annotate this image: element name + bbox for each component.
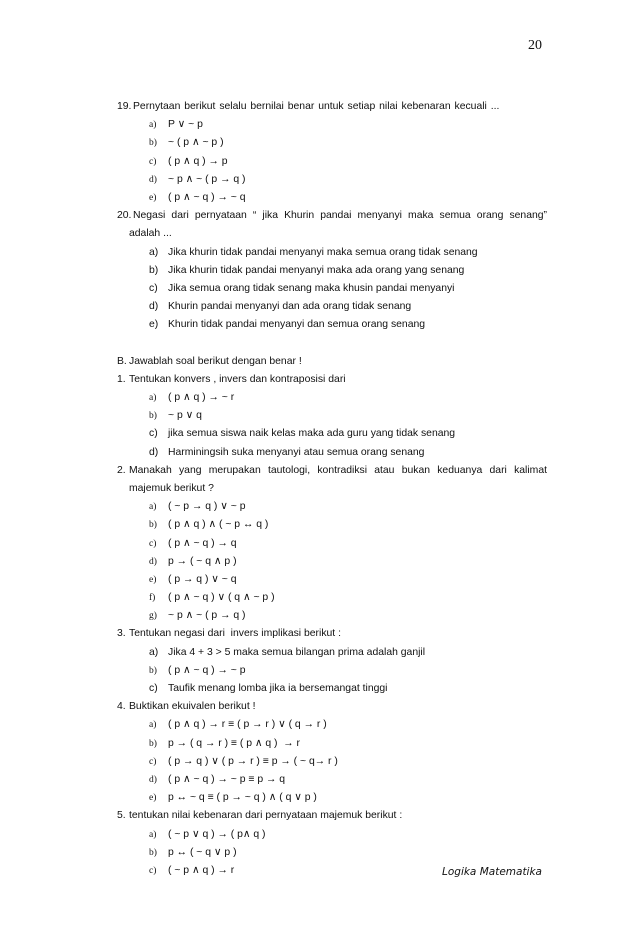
option-letter: b) xyxy=(149,264,159,276)
option-text: ( p ∧ ~ q ) ∨ ( q ∧ ~ p ) xyxy=(168,592,275,604)
option-19e xyxy=(117,189,547,207)
option-text: Jika 4 + 3 > 5 maka semua bilangan prima adalah ganjil xyxy=(168,646,426,658)
option-b2f xyxy=(117,589,547,607)
option-letter: a) xyxy=(149,120,157,131)
option-text: ( p ∧ q ) ∧ ( ~ p ↔ q ) xyxy=(168,519,269,531)
question-b4 xyxy=(117,698,547,716)
option-19b xyxy=(117,134,547,152)
option-text: ~ p ∧ ~ ( p → q ) xyxy=(168,173,246,185)
option-text: ( p ∧ q ) → r ≡ ( p → r ) ∨ ( q → r ) xyxy=(168,719,327,731)
question-b2 xyxy=(117,462,547,480)
option-text: ~ p ∧ ~ ( p → q ) xyxy=(168,610,246,622)
question-19 xyxy=(117,98,547,116)
option-text: ( p ∧ ~ q ) → ~ q xyxy=(168,191,246,203)
section-letter: B. xyxy=(117,355,127,367)
option-letter: c) xyxy=(149,538,157,549)
option-text: ( ~ p ∧ q ) → r xyxy=(168,864,235,876)
option-19a xyxy=(117,116,547,134)
option-b5b xyxy=(117,844,547,862)
question-text-line-2: majemuk berikut ? xyxy=(129,482,214,494)
option-b1d xyxy=(117,444,547,462)
option-b3c xyxy=(117,680,547,698)
option-b2g xyxy=(117,607,547,625)
option-letter: e) xyxy=(149,319,159,331)
option-letter: a) xyxy=(149,720,157,731)
option-text: ( ~ p → q ) ∨ ~ p xyxy=(168,501,246,513)
option-b2c xyxy=(117,535,547,553)
option-letter: e) xyxy=(149,793,157,804)
option-b4b xyxy=(117,735,547,753)
option-letter: b) xyxy=(149,138,157,149)
question-text-line-1: Negasi dari pernyataan “ jika Khurin pandai menyanyi maka semua orang senang” xyxy=(133,210,547,222)
section-b-heading xyxy=(117,353,547,371)
option-letter: c) xyxy=(149,282,158,294)
option-letter: b) xyxy=(149,738,157,749)
option-letter: d) xyxy=(149,446,159,458)
option-b2b xyxy=(117,516,547,534)
question-text: tentukan nilai kebenaran dari pernyataan majemuk berikut : xyxy=(129,810,403,822)
option-text: p → ( ~ q ∧ p ) xyxy=(168,555,237,567)
option-letter: g) xyxy=(149,611,157,622)
option-text: ( p ∧ ~ q ) → ~ p xyxy=(168,664,246,676)
question-20-continuation xyxy=(117,225,547,243)
option-b1b xyxy=(117,407,547,425)
option-b1c xyxy=(117,425,547,443)
option-19c xyxy=(117,153,547,171)
option-letter: c) xyxy=(149,865,157,876)
document-body xyxy=(117,98,547,880)
option-b2e xyxy=(117,571,547,589)
option-text: ( p ∧ ~ q ) → q xyxy=(168,537,237,549)
option-20e xyxy=(117,316,547,334)
option-letter: a) xyxy=(149,393,157,403)
question-number: 19. xyxy=(117,101,132,112)
option-letter: c) xyxy=(149,156,157,167)
option-b3b xyxy=(117,662,547,680)
option-20b xyxy=(117,262,547,280)
option-text: jika semua siswa naik kelas maka ada guru yang tidak senang xyxy=(168,428,456,440)
option-letter: c) xyxy=(149,428,158,440)
option-b1a xyxy=(117,389,547,407)
question-b2-continuation xyxy=(117,480,547,498)
option-text: P ∨ ~ p xyxy=(168,119,203,131)
question-text: Tentukan negasi dari invers implikasi berikut : xyxy=(129,628,341,640)
question-number: 1. xyxy=(117,373,126,385)
option-letter: b) xyxy=(149,847,157,858)
option-b5a xyxy=(117,826,547,844)
option-b2d xyxy=(117,553,547,571)
option-b3a xyxy=(117,644,547,662)
option-letter: b) xyxy=(149,411,157,422)
page-number: 20 xyxy=(528,38,542,53)
option-19d xyxy=(117,171,547,189)
option-letter: e) xyxy=(149,574,157,585)
question-text: Buktikan ekuivalen berikut ! xyxy=(129,701,256,713)
option-letter: a) xyxy=(149,829,157,840)
option-b4a xyxy=(117,716,547,734)
option-text: Jika khurin tidak pandai menyanyi maka semua orang tidak senang xyxy=(168,246,478,258)
option-letter: d) xyxy=(149,556,157,567)
option-text: ( p ∧ q ) → p xyxy=(168,155,228,167)
option-letter: b) xyxy=(149,665,157,676)
spacer xyxy=(117,334,547,352)
option-letter: b) xyxy=(149,520,157,531)
question-number: 4. xyxy=(117,701,126,713)
section-title: Jawablah soal berikut dengan benar ! xyxy=(129,355,302,367)
option-text: ( p ∧ q ) → ~ r xyxy=(168,392,235,403)
option-20a xyxy=(117,244,547,262)
footer-title: Logika Matematika xyxy=(442,866,542,878)
option-text: Taufik menang lomba jika ia bersemangat tinggi xyxy=(168,683,388,694)
question-b3 xyxy=(117,625,547,643)
option-20d xyxy=(117,298,547,316)
question-text: Pernytaan berikut selalu bernilai benar untuk setiap nilai kebenaran kecuali ... xyxy=(133,101,500,112)
option-text: Jika semua orang tidak senang maka khusin pandai menyanyi xyxy=(168,282,455,294)
option-text: ~ p ∨ q xyxy=(168,410,202,422)
option-letter: a) xyxy=(149,502,157,513)
question-b1 xyxy=(117,371,547,389)
option-text: p ↔ ~ q ≡ ( p → ~ q ) ∧ ( q ∨ p ) xyxy=(168,792,317,804)
option-text: Khurin tidak pandai menyanyi dan semua orang senang xyxy=(168,319,426,331)
option-text: Khurin pandai menyanyi dan ada orang tidak senang xyxy=(168,301,412,313)
question-number: 5. xyxy=(117,810,126,822)
question-number: 20. xyxy=(117,210,132,222)
question-20 xyxy=(117,207,547,225)
option-letter: c) xyxy=(149,756,157,767)
option-letter: d) xyxy=(149,174,157,185)
option-text: ( p → q ) ∨ ~ q xyxy=(168,573,237,585)
option-b2a xyxy=(117,498,547,516)
question-text: Tentukan konvers , invers dan kontraposisi dari xyxy=(129,373,346,385)
option-text: ( p ∧ ~ q ) → ~ p ≡ p → q xyxy=(168,773,286,785)
option-b4e xyxy=(117,789,547,807)
question-text-line-1: Manakah yang merupakan tautologi, kontradiksi atau bukan keduanya dari kalimat xyxy=(129,464,547,476)
option-20c xyxy=(117,280,547,298)
option-text: ~ ( p ∧ ~ p ) xyxy=(168,137,224,149)
option-letter: d) xyxy=(149,301,159,313)
question-number: 3. xyxy=(117,628,126,640)
option-letter: a) xyxy=(149,646,159,658)
option-letter: c) xyxy=(149,683,158,694)
option-letter: f) xyxy=(149,593,156,604)
option-b4c xyxy=(117,753,547,771)
question-number: 2. xyxy=(117,464,126,476)
question-b5 xyxy=(117,807,547,825)
option-text: ( ~ p ∨ q ) → ( p∧ q ) xyxy=(168,828,266,840)
option-text: p ↔ ( ~ q ∨ p ) xyxy=(168,846,237,858)
option-letter: a) xyxy=(149,246,159,258)
question-text-line-2: adalah ... xyxy=(129,228,172,240)
option-b4d xyxy=(117,771,547,789)
option-text: p → ( q → r ) ≡ ( p ∧ q ) → r xyxy=(168,737,301,749)
option-letter: e) xyxy=(149,192,157,203)
option-text: ( p → q ) ∨ ( p → r ) ≡ p → ( ~ q→ r ) xyxy=(168,755,338,767)
option-text: Harminingsih suka menyanyi atau semua orang senang xyxy=(168,446,425,458)
option-text: Jika khurin tidak pandai menyanyi maka ada orang yang senang xyxy=(168,264,465,276)
option-letter: d) xyxy=(149,774,157,785)
